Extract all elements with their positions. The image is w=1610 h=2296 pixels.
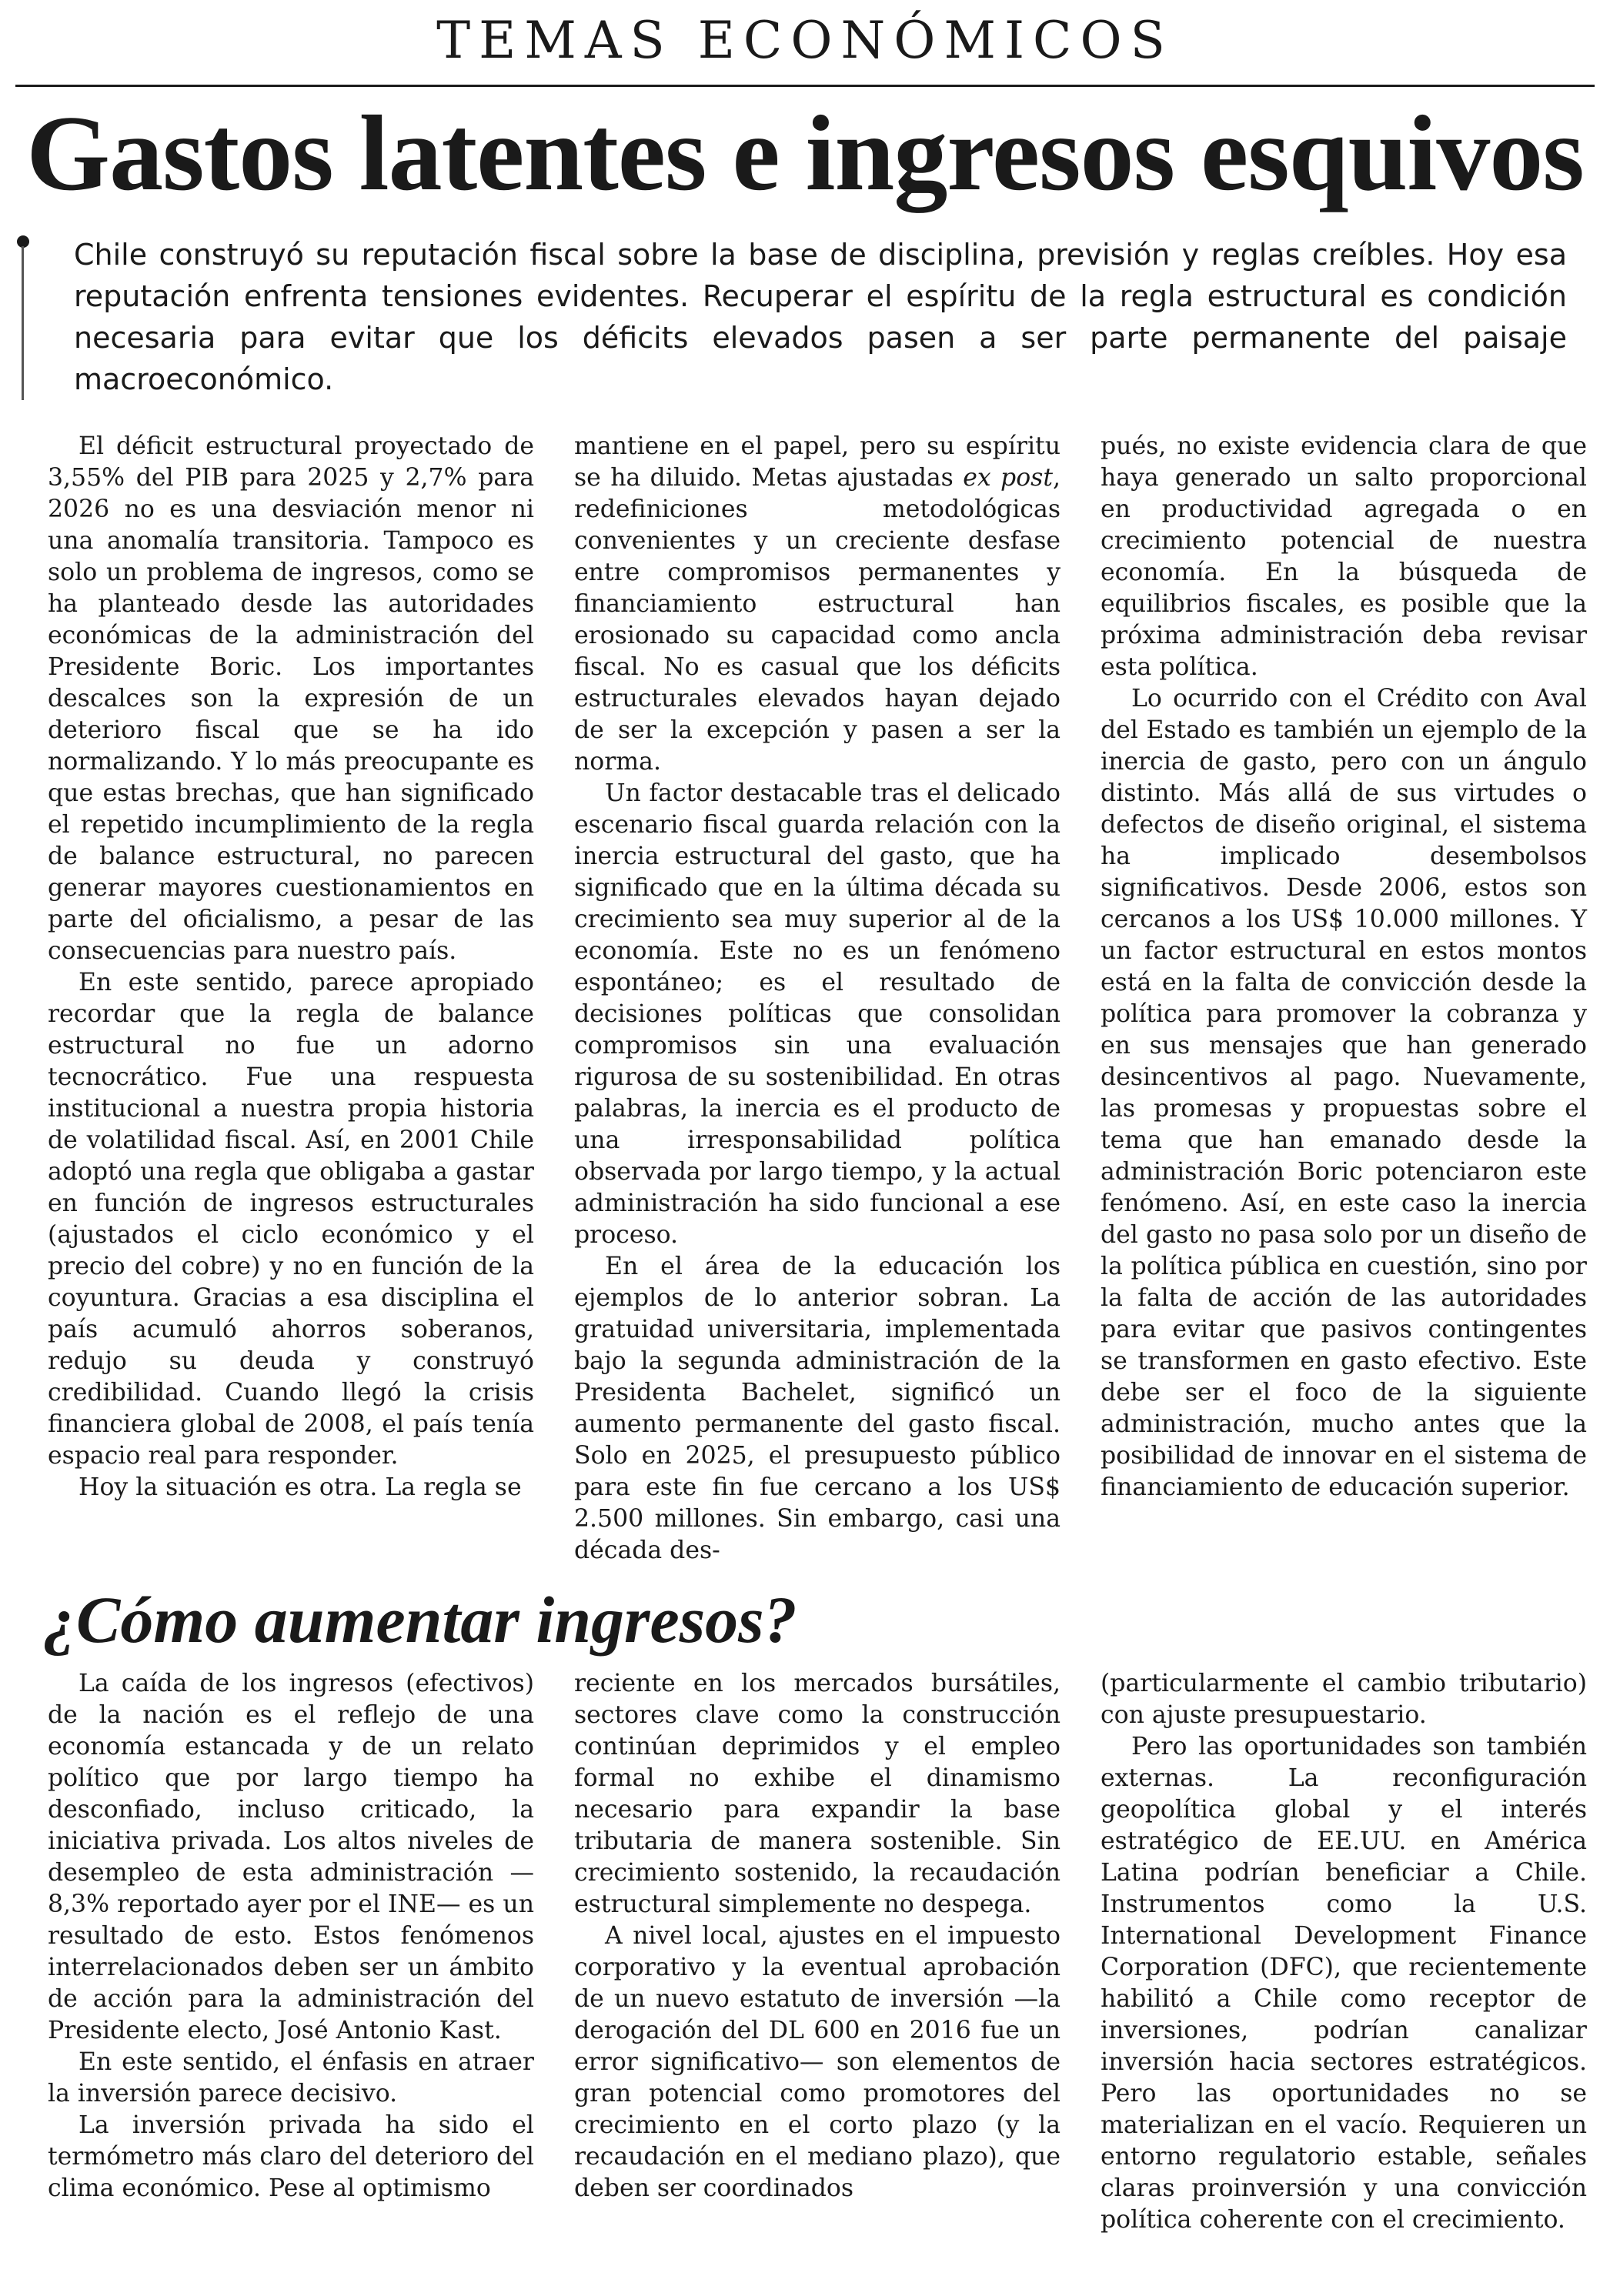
paragraph: La caída de los ingresos (efectivos) de la nación es el reflejo de una economía estancada y de un relato político que por largo tiempo ha desconfiado, incluso criticado, la iniciativa privada. Los altos niveles de desempleo de esta administración —8,3% reportado ayer por el INE— es un resultado de esto. Estos fenómenos interrelacionados deben ser un ámbito de acción para la administración del Presidente electo, José Antonio Kast. [48, 1670, 534, 2044]
lead-paragraph: Chile construyó su reputación fiscal sobre la base de disciplina, previsión y reglas creíbles. Hoy esa reputación enfrenta tensiones evidentes. Recuperar el espíritu de la regla estructural es condición necesaria para evitar que los déficits elevados pasen a ser parte permanente del paisaje macroeconómico. [74, 238, 1567, 396]
top-column-3 [1101, 431, 1587, 1554]
paragraph: pués, no existe evidencia clara de que haya generado un salto proporcional en productividad agregada o en crecimiento potencial de nuestra economía. En la búsqueda de equilibrios fiscales, es posible que la próxima administración deba revisar esta política. [1101, 432, 1587, 681]
bottom-column-3 [1101, 1668, 1587, 2261]
paragraph: (particularmente el cambio tributario) con ajuste presupuestario. [1101, 1670, 1587, 1729]
paragraph: El déficit estructural proyectado de 3,55% del PIB para 2025 y 2,7% para 2026 no es una desviación menor ni una anomalía transitoria. Tampoco es solo un problema de ingresos, como se ha planteado desde las autoridades económicas de la administración del Presidente Boric. Los importantes descalces son la expresión de un deterioro fiscal que se ha ido normalizando. Y lo más preocupante es que estas brechas, que han significado el repetido incumplimiento de la regla de balance estructural, no parecen generar mayores cuestionamientos en parte del oficialismo, a pesar de las consecuencias para nuestro país. [48, 432, 534, 965]
paragraph: La inversión privada ha sido el termómetro más claro del deterioro del clima económico. Pese al optimismo [48, 2111, 534, 2202]
paragraph: En este sentido, parece apropiado recordar que la regla de balance estructural no fue un adorno tecnocrático. Fue una respuesta institucional a nuestra propia historia de volatilidad fiscal. Así, en 2001 Chile adoptó una regla que obligaba a gastar en función de ingresos estructurales (ajustados el ciclo económico y el precio del cobre) y no en función de la coyuntura. Gracias a esa disciplina el país acumuló ahorros soberanos, redujo su deuda y construyó credibilidad. Cuando llegó la crisis financiera global de 2008, el país tenía espacio real para responder. [48, 969, 534, 1470]
section-rule [15, 85, 1595, 87]
top-column-1 [48, 431, 534, 1554]
italic-term: ex post [963, 464, 1053, 492]
bottom-columns [48, 1668, 1587, 2261]
text-run: , redefiniciones metodológicas convenientes y un creciente desfase entre compromisos permanentes y financiamiento estructural han erosionado su capacidad como ancla fiscal. No es casual que los déficits estructurales elevados hayan dejado de ser la excepción y pasen a ser la norma. [574, 464, 1061, 776]
paragraph: En este sentido, el énfasis en atraer la inversión parece decisivo. [48, 2048, 534, 2107]
top-columns [48, 431, 1587, 1564]
bottom-column-2 [574, 1668, 1061, 2261]
top-column-2 [574, 431, 1061, 1564]
paragraph: Lo ocurrido con el Crédito con Aval del Estado es también un ejemplo de la inercia de gasto, pero con un ángulo distinto. Más allá de sus virtudes o defectos de diseño original, el sistema ha implicado desembolsos significativos. Desde 2006, estos son cercanos a los US$ 10.000 millones. Y un factor estructural en estos montos está en la falta de convicción desde la política para promover la cobranza y en sus mensajes que han generado desincentivos al pago. Nuevamente, las promesas y propuestas sobre el tema que han emanado desde la administración Boric potenciaron este fenómeno. Así, en este caso la inercia del gasto no pasa solo por un diseño de la política pública en cuestión, sino por la falta de acción de las autoridades para evitar que pasivos contingentes se transformen en gasto efectivo. Este debe ser el foco de la siguiente administración, mucho antes que la posibilidad de innovar en el sistema de financiamiento de educación superior. [1101, 685, 1587, 1501]
lead-bar [22, 246, 24, 400]
section-heading: TEMAS ECONÓMICOS [436, 11, 1174, 70]
paragraph: Un factor destacable tras el delicado escenario fiscal guarda relación con la inercia estructural del gasto, que ha significado que en la última década su crecimiento sea muy superior al de la economía. Este no es un fenómeno espontáneo; es el resultado de decisiones políticas que consolidan compromisos sin una evaluación rigurosa de su sostenibilidad. En otras palabras, la inercia es el producto de una irresponsabilidad política observada por largo tiempo, y la actual administración ha sido funcional a ese proceso. [574, 779, 1061, 1249]
paragraph [574, 431, 1061, 778]
headline: Gastos latentes e ingresos esquivos [26, 94, 1584, 213]
paragraph: reciente en los mercados bursátiles, sectores clave como la construcción continúan deprimidos y el empleo formal no exhibe el dinamismo necesario para expandir la base tributaria de manera sostenible. Sin crecimiento sostenido, la recaudación estructural simplemente no despega. [574, 1670, 1061, 1918]
bottom-column-1 [48, 1668, 534, 2261]
subheading: ¿Cómo aumentar ingresos? [43, 1583, 797, 1657]
paragraph: A nivel local, ajustes en el impuesto corporativo y la eventual aprobación de un nuevo estatuto de inversión —la derogación del DL 600 en 2016 fue un error significativo— son elementos de gran potencial como promotores del crecimiento en el corto plazo (y la recaudación en el mediano plazo), que deben ser coordinados [574, 1922, 1061, 2202]
text-run: mantiene en el papel, pero su espíritu se ha diluido. Metas ajustadas [574, 432, 1061, 492]
paragraph: En el área de la educación los ejemplos de lo anterior sobran. La gratuidad universitaria, implementada bajo la segunda administración de la Presidenta Bachelet, significó un aumento permanente del gasto fiscal. Solo en 2025, el presupuesto público para este fin fue cercano a los US$ 2.500 millones. Sin embargo, casi una década des- [574, 1253, 1061, 1564]
paragraph: Hoy la situación es otra. La regla se [78, 1473, 522, 1501]
paragraph: Pero las oportunidades son también externas. La reconfiguración geopolítica global y el interés estratégico de EE.UU. en América Latina podrían beneficiar a Chile. Instrumentos como la U.S. International Development Finance Corporation (DFC), que recientemente habilitó a Chile como receptor de inversiones, podrían canalizar inversión hacia sectores estratégicos. Pero las oportunidades no se materializan en el vacío. Requieren un entorno regulatorio estable, señales claras proinversión y una convicción política coherente con el crecimiento. [1101, 1733, 1587, 2234]
